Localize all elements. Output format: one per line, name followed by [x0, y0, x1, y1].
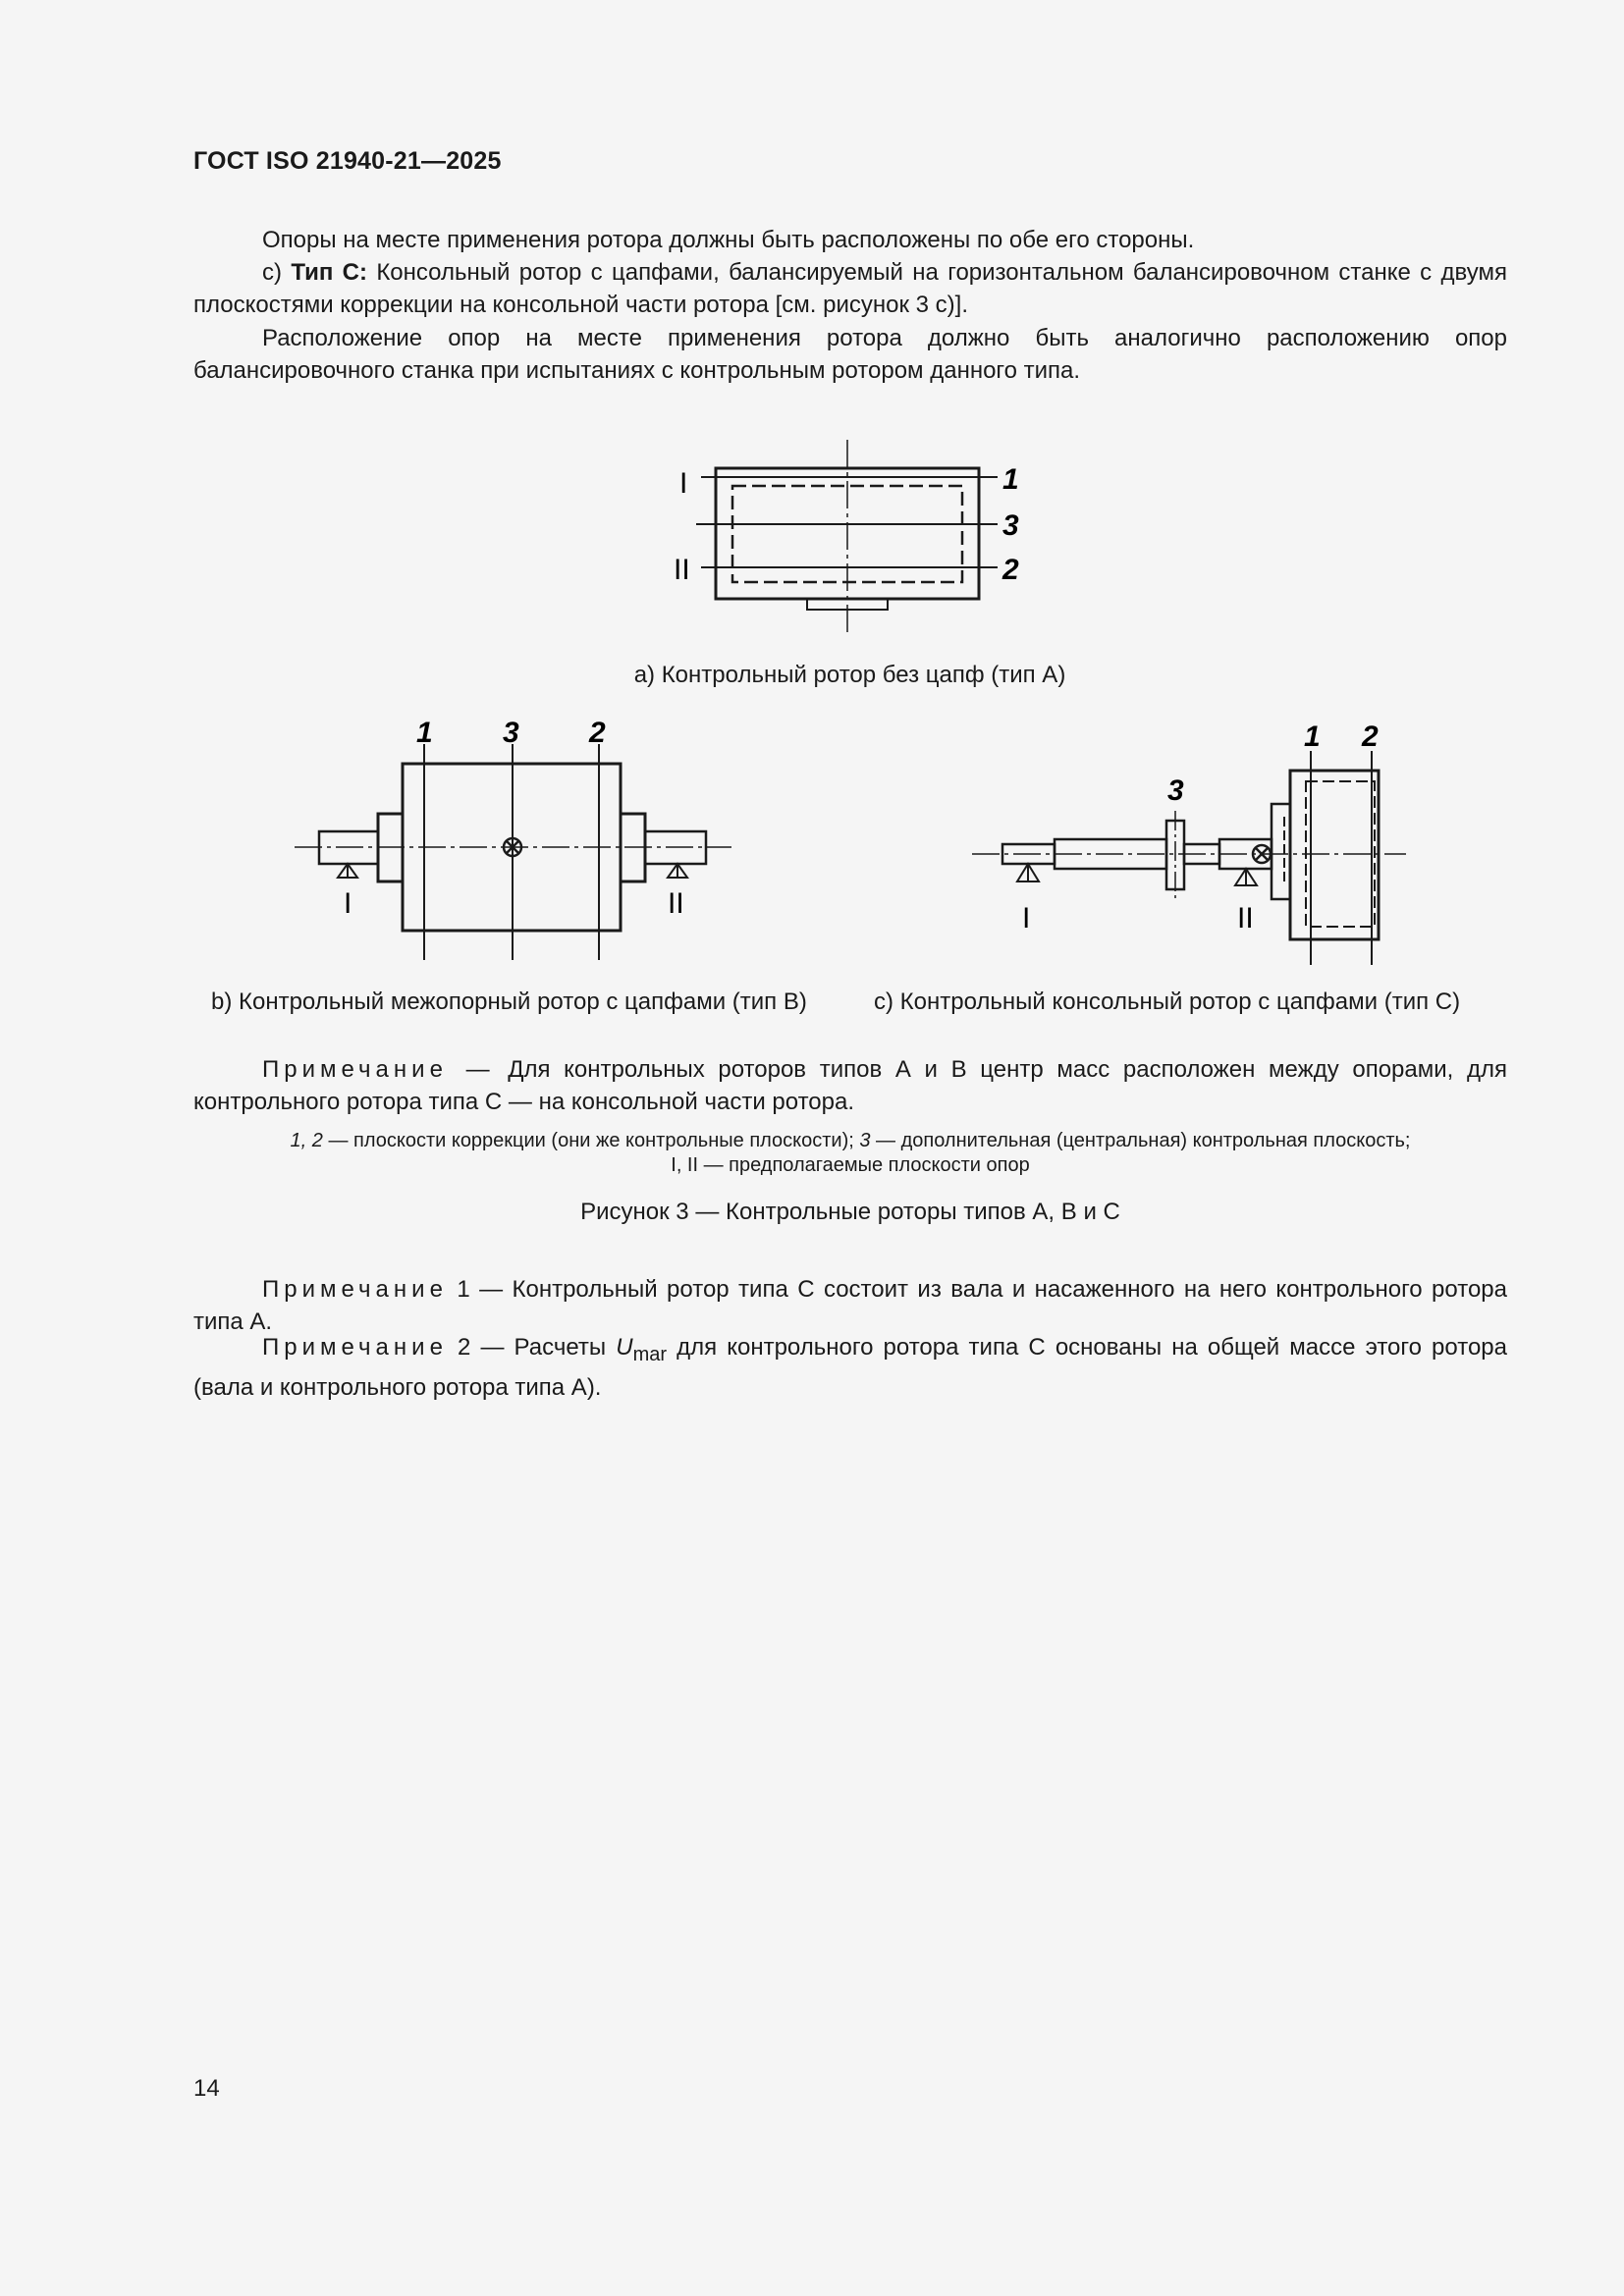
figure-b-diagram — [295, 702, 746, 972]
document-header: ГОСТ ISO 21940-21—2025 — [193, 147, 502, 175]
type-c-bold: Тип С: — [291, 259, 367, 286]
figure-a-caption: а) Контрольный ротор без цапф (тип А) — [633, 662, 1066, 688]
figure-legend-line-2: I, II — предполагаемые плоскости опор — [671, 1154, 1030, 1176]
note-1 — [193, 1273, 1507, 1338]
note-2-label: Примечание — [262, 1334, 448, 1361]
fig-a-label-3: 3 — [1002, 509, 1019, 542]
type-c-text: Консольный ротор с цапфами, балансируемый на горизонтальном балансировочном станке с двумя плоскостями коррекции на консольной части ротора [см. рисунок 3 с)]. — [193, 259, 1507, 318]
fig-b-label-II: II — [668, 887, 684, 920]
paragraph-type-c — [193, 256, 1507, 321]
note-2-subscript: mar — [632, 1343, 668, 1365]
page-number: 14 — [193, 2075, 220, 2102]
note-2-symbol: U — [616, 1334, 633, 1361]
note-2 — [193, 1331, 1507, 1404]
fig-a-label-2: 2 — [1002, 554, 1019, 586]
figure-b-caption: b) Контрольный межопорный ротор с цапфами (тип В) — [211, 988, 807, 1015]
fig-c-label-II: II — [1237, 902, 1254, 934]
fig-c-label-1: 1 — [1304, 721, 1321, 753]
legend-text-2: — дополнительная (центральная) контрольная плоскость; — [870, 1130, 1411, 1151]
legend-number-3: 3 — [859, 1130, 871, 1151]
fig-b-label-I: I — [344, 887, 352, 920]
fig-c-label-3: 3 — [1167, 774, 1184, 807]
note-1-label: Примечание — [262, 1276, 448, 1303]
fig-a-label-II: II — [674, 554, 690, 586]
figure-c-diagram — [967, 707, 1414, 972]
figure-c-caption: с) Контрольный консольный ротор с цапфами (тип С) — [874, 988, 1461, 1015]
figure-a-diagram — [668, 432, 1041, 648]
figure-note — [193, 1053, 1507, 1118]
figure-note-text: Для контрольных роторов типов А и В центр масс расположен между опорами, для контрольного ротора типа С — на консольной части ротора. — [193, 1056, 1507, 1115]
paragraph-support-location: Расположение опор на месте применения ротора должно быть аналогично расположению опор балансировочного станка при испытаниях с контрольным ротором данного типа. — [193, 325, 1507, 384]
fig-a-label-I: I — [679, 467, 688, 500]
figure-title: Рисунок 3 — Контрольные роторы типов А, В и С — [580, 1199, 1120, 1225]
fig-b-label-2: 2 — [589, 717, 606, 749]
fig-b-label-1: 1 — [416, 717, 433, 749]
fig-c-label-I: I — [1022, 902, 1031, 934]
paragraph-supports: Опоры на месте применения ротора должны быть расположены по обе его стороны. — [262, 227, 1195, 253]
note-1-text: 1 — Контрольный ротор типа С состоит из вала и насаженного на него контрольного ротора типа А. — [193, 1276, 1507, 1335]
type-c-prefix: с) — [262, 259, 292, 286]
fig-a-label-1: 1 — [1002, 463, 1019, 496]
legend-text-1: — плоскости коррекции (они же контрольные плоскости); — [322, 1130, 860, 1151]
note-2-text-b: для контрольного ротора типа С основаны на общей массе этого ротора (вала и контрольного ротора типа А). — [193, 1334, 1507, 1401]
figure-note-label: Примечание — — [262, 1056, 495, 1083]
fig-b-label-3: 3 — [503, 717, 519, 749]
legend-numbers-12: 1, 2 — [290, 1130, 323, 1151]
figure-legend — [193, 1129, 1507, 1178]
figure-legend-line-1 — [193, 1129, 1507, 1153]
fig-c-label-2: 2 — [1362, 721, 1379, 753]
note-2-text-a: 2 — Расчеты — [447, 1334, 617, 1361]
